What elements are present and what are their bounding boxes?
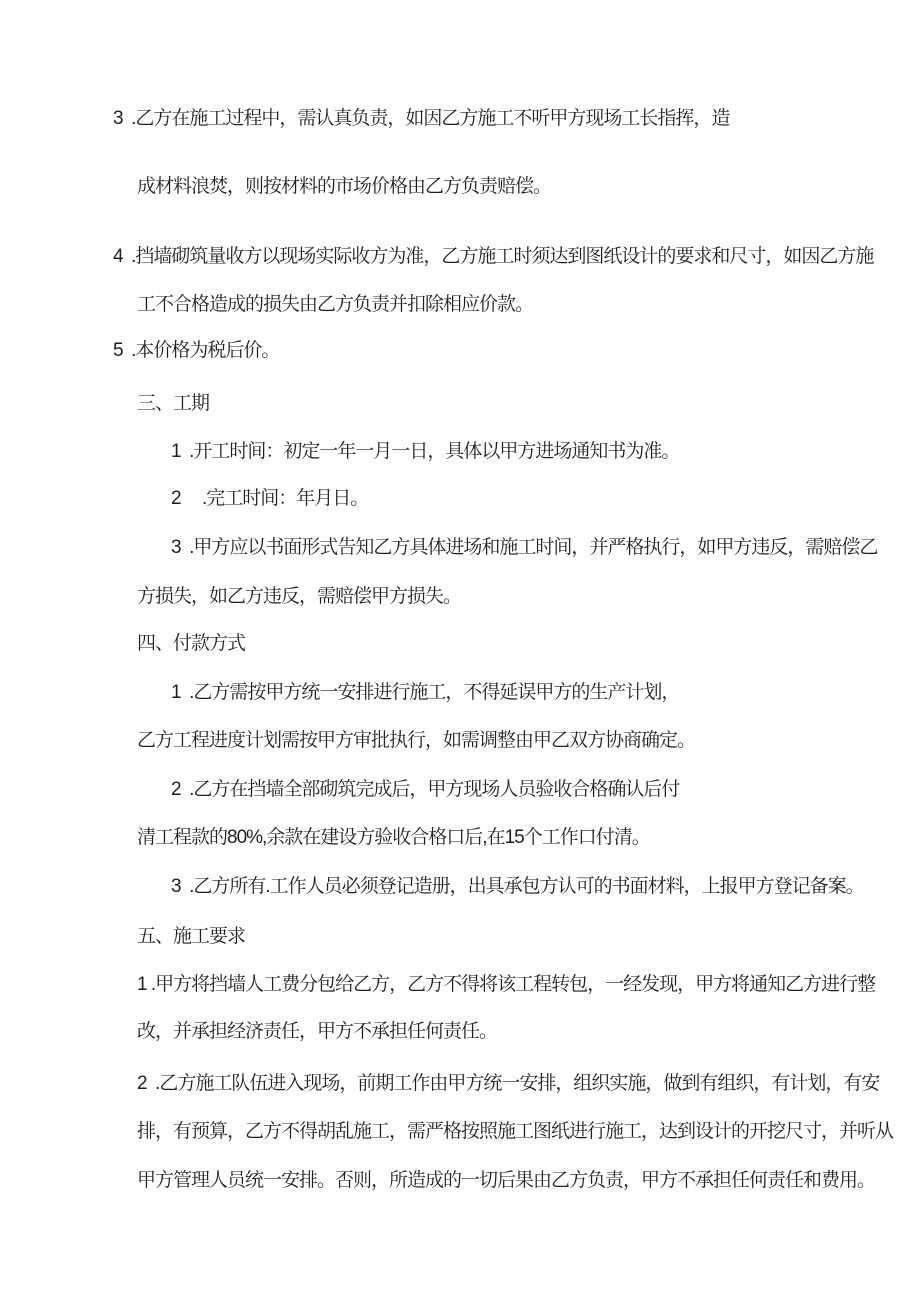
clause-item-3-line-1: 3 .乙方在施工过程中，需认真负责，如因乙方施工不听甲方现场工长指挥，造 — [113, 108, 730, 129]
section-heading-payment: 四、付款方式 — [137, 633, 246, 654]
section-heading-duration: 三、工期 — [137, 393, 210, 414]
requirements-item-2-line-2: 排，有预算，乙方不得胡乱施工，需严格按照施工图纸进行施工，达到设计的开挖尺寸，并听从 — [137, 1121, 894, 1142]
duration-item-2: 2 .完工时间：年月日。 — [171, 488, 369, 509]
clause-item-5: 5 .本价格为税后价。 — [113, 340, 280, 361]
requirements-item-1-line-1: 1 .甲方将挡墙人工费分包给乙方，乙方不得将该工程转包，一经发现，甲方将通知乙方进行整 — [137, 974, 876, 995]
clause-item-3-line-2: 成材料浪焚，则按材料的市场价格由乙方负责赔偿。 — [137, 176, 552, 197]
clause-item-4-line-2: 工不合格造成的损失由乙方负责并扣除相应价款。 — [137, 294, 534, 315]
duration-item-1: 1 .开工时间：初定一年一月一日，具体以甲方进场通知书为准。 — [171, 441, 680, 462]
duration-item-3-line-2: 方损失，如乙方违反，需赔偿甲方损失。 — [137, 586, 462, 607]
payment-item-1-line-1: 1 .乙方需按甲方统一安排进行施工，不得延误甲方的生产计划， — [171, 682, 680, 703]
duration-item-3-line-1: 3 .甲方应以书面形式告知乙方具体进场和施工时间，并严格执行，如甲方违反，需赔偿乙 — [171, 537, 878, 558]
payment-item-1-line-2: 乙方工程进度计划需按甲方审批执行，如需调整由甲乙双方协商确定。 — [137, 730, 696, 751]
requirements-item-1-line-2: 改，并承担经济责任，甲方不承担任何责任。 — [137, 1021, 498, 1042]
payment-item-3: 3 .乙方所有.工作人员必须登记造册，出具承包方认可的书面材料，上报甲方登记备案。 — [171, 876, 864, 897]
clause-item-4-line-1: 4 .挡墙砌筑量收方以现场实际收方为准，乙方施工时须达到图纸设计的要求和尺寸，如因乙方施 — [113, 246, 874, 267]
payment-item-2-line-2: 清工程款的80%,余款在建设方验收合格口后,在15个工作口付清。 — [137, 827, 650, 848]
section-heading-requirements: 五、施工要求 — [137, 926, 246, 947]
requirements-item-2-line-1: 2 .乙方施工队伍进入现场，前期工作由甲方统一安排，组织实施，做到有组织，有计划，有安 — [137, 1073, 880, 1094]
requirements-item-2-line-3: 甲方管理人员统一安排。否则，所造成的一切后果由乙方负责，甲方不承担任何责任和费用。 — [137, 1170, 876, 1191]
payment-item-2-line-1: 2 .乙方在挡墙全部砌筑完成后，甲方现场人员验收合格确认后付 — [171, 779, 680, 800]
